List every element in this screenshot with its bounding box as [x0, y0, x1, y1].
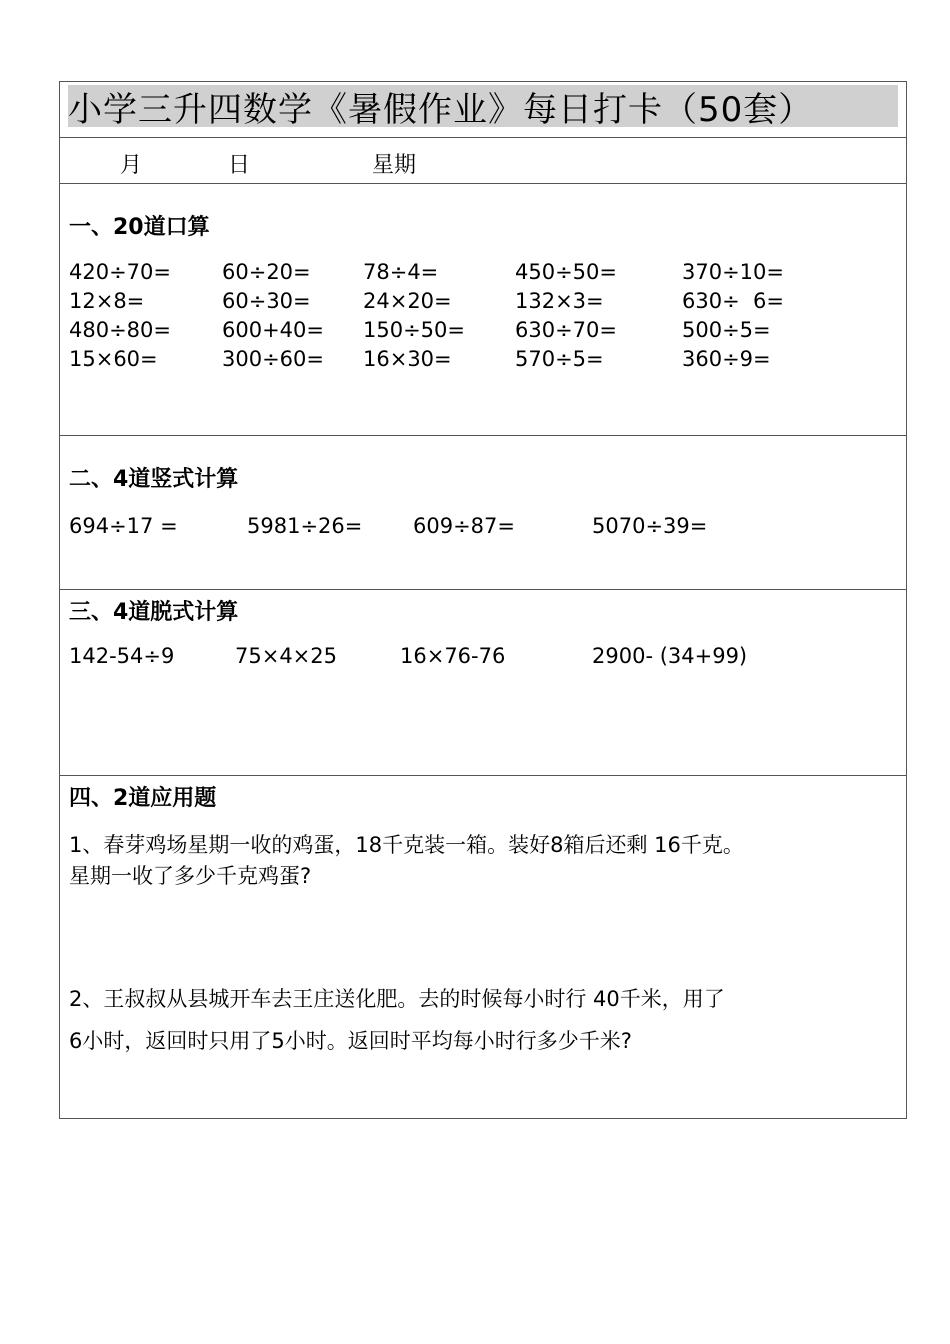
problem: 2900- (34+99)	[592, 644, 748, 668]
problem: 420÷70=	[69, 260, 171, 284]
word-problem-1-line-2: 星期一收了多少千克鸡蛋?	[69, 864, 312, 888]
section-vertical-calc	[60, 436, 906, 590]
problem: 630÷ 6=	[682, 289, 784, 313]
page-title: 小学三升四数学《暑假作业》每日打卡（50套）	[68, 89, 814, 130]
problem: 5070÷39=	[592, 514, 708, 538]
weekday-label: 星期	[372, 153, 417, 178]
problem: 15×60=	[69, 347, 158, 371]
problem: 360÷9=	[682, 347, 771, 371]
problem: 78÷4=	[363, 260, 439, 284]
section-heading: 三、4道脱式计算	[69, 600, 239, 625]
problem: 300÷60=	[222, 347, 324, 371]
problem: 570÷5=	[515, 347, 604, 371]
problem: 370÷10=	[682, 260, 784, 284]
section-heading: 二、4道竖式计算	[69, 467, 239, 492]
problem: 609÷87=	[413, 514, 515, 538]
problem: 150÷50=	[363, 318, 465, 342]
worksheet	[59, 81, 907, 1119]
section-mental-math	[60, 184, 906, 436]
section-heading: 四、2道应用题	[69, 786, 217, 811]
section-word-problems	[60, 776, 906, 1118]
problem: 12×8=	[69, 289, 145, 313]
section-step-calc	[60, 590, 906, 776]
problem: 75×4×25	[235, 644, 337, 668]
problem: 24×20=	[363, 289, 452, 313]
problem: 16×76-76	[400, 644, 506, 668]
problem: 694÷17 =	[69, 514, 178, 538]
date-row	[60, 138, 906, 184]
problem: 500÷5=	[682, 318, 771, 342]
problem: 142-54÷9	[69, 644, 175, 668]
problem: 132×3=	[515, 289, 604, 313]
problem: 630÷70=	[515, 318, 617, 342]
problem: 60÷20=	[222, 260, 311, 284]
problem: 480÷80=	[69, 318, 171, 342]
word-problem-2-line-1: 2、王叔叔从县城开车去王庄送化肥。去的时候每小时行 40千米，用了	[69, 987, 725, 1011]
title-row	[60, 82, 906, 138]
problem: 450÷50=	[515, 260, 617, 284]
title-bar	[68, 85, 898, 130]
word-problem-1-line-1: 1、春芽鸡场星期一收的鸡蛋，18千克装一箱。装好8箱后还剩 16千克。	[69, 833, 744, 857]
day-label: 日	[228, 153, 251, 178]
problem: 600+40=	[222, 318, 324, 342]
word-problem-2-line-2: 6小时，返回时只用了5小时。返回时平均每小时行多少千米?	[69, 1029, 632, 1053]
month-label: 月	[120, 153, 143, 178]
problem: 5981÷26=	[247, 514, 363, 538]
section-heading: 一、20道口算	[69, 215, 210, 240]
problem: 60÷30=	[222, 289, 311, 313]
problem: 16×30=	[363, 347, 452, 371]
